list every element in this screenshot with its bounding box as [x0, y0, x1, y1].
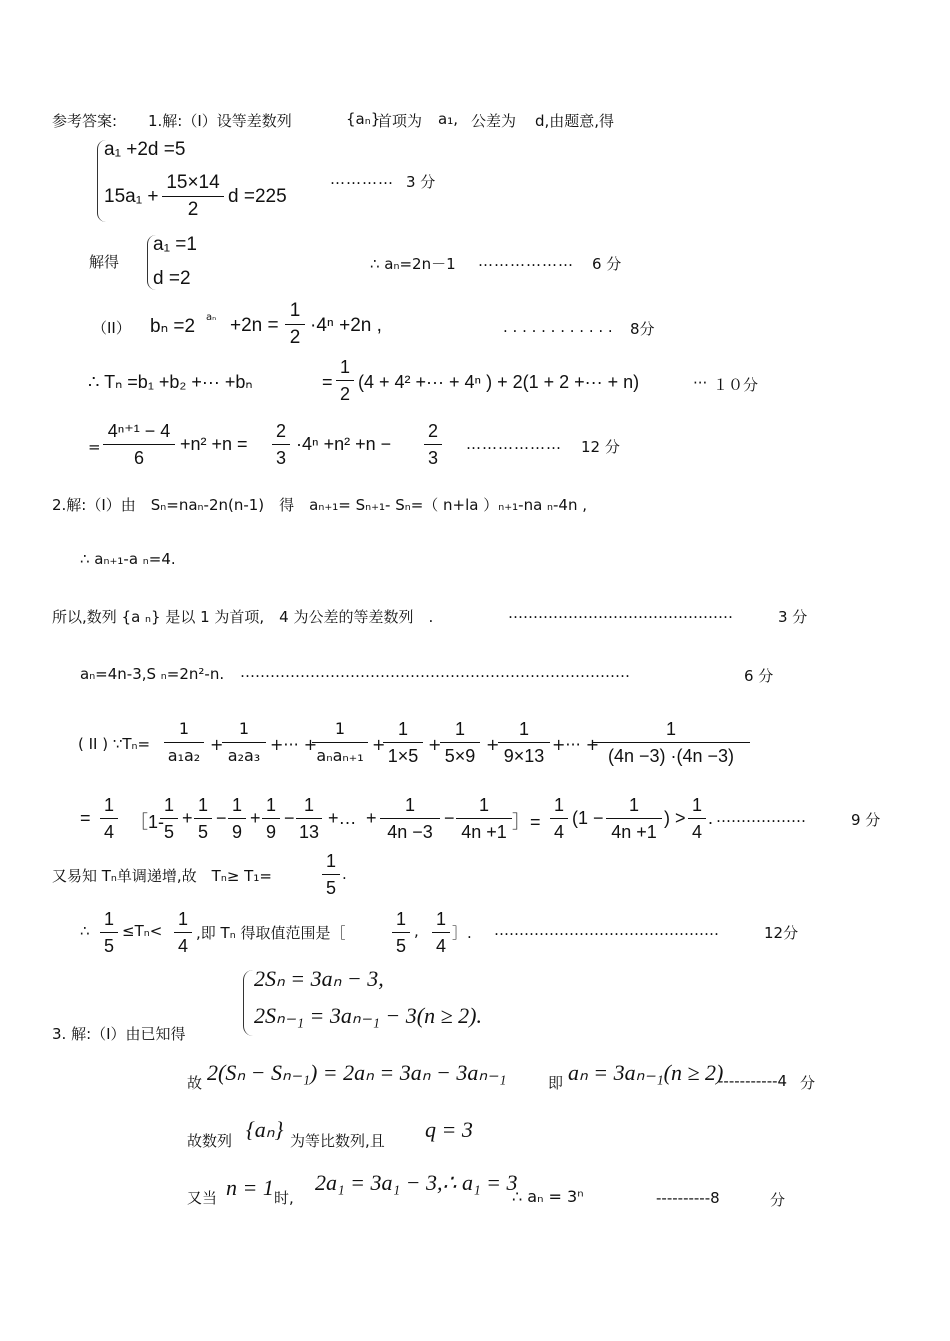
range-pre: ∴ — [80, 922, 90, 940]
fraction-numerator: 1 — [665, 719, 676, 739]
p2-score-dots-12: ……………………………………… — [494, 921, 719, 939]
p2-score-3: 3 分 — [778, 608, 808, 626]
score-dots-3: ………… — [330, 170, 394, 188]
p1-intro: 1.解:（Ⅰ）设等差数列 — [148, 112, 292, 130]
fraction-denominator: 4 — [553, 822, 564, 842]
fraction-denominator: 4 — [691, 822, 702, 842]
fraction-numerator: 1 — [325, 851, 336, 871]
fraction-numerator: 1 — [103, 909, 114, 929]
tn-eq: = — [322, 372, 333, 392]
tele-eq: = — [80, 808, 91, 828]
plus-sign: + — [210, 735, 224, 754]
bn-rest: +2n = — [230, 315, 279, 336]
gt-expr: (1 − — [572, 808, 604, 828]
p2-score-dots-9: ……………… — [716, 808, 806, 826]
score-dots-8: . . . . . . . . . . . . — [503, 318, 613, 336]
fraction-numerator: 1 — [404, 795, 415, 815]
fraction-numerator: 1 — [454, 719, 465, 739]
fraction-denominator: 6 — [133, 448, 144, 468]
bn-exponent: aₙ — [206, 312, 217, 323]
fraction-1-over-1x5 — [383, 718, 423, 767]
p1-seq: {aₙ} — [346, 110, 381, 128]
system-eq2-a: 15a₁ + — [104, 186, 159, 207]
fraction-denominator: 9×13 — [503, 746, 545, 766]
fraction-1-over-a1a2 — [164, 718, 204, 767]
fraction-numerator: 1 — [303, 795, 314, 815]
p1-d: d,由题意,得 — [535, 112, 615, 130]
fraction-numerator: 15×14 — [166, 172, 220, 193]
fraction-1-4c — [688, 794, 706, 843]
fraction-1-over-anan1 — [312, 718, 368, 767]
fraction-denominator: 5 — [395, 936, 406, 956]
fraction-1-5e — [392, 908, 410, 957]
fraction-1-4d — [174, 908, 192, 957]
p3-geo-seq: {aₙ} — [246, 1117, 284, 1142]
fraction-numerator: 2 — [275, 421, 286, 441]
fraction-numerator: 1 — [518, 719, 529, 739]
p3-sys1: 2Sₙ = 3aₙ − 3, — [254, 966, 384, 991]
p1-mid: 首项为 — [377, 112, 423, 130]
fraction-numerator: 1 — [177, 909, 188, 929]
fraction-numerator: 1 — [163, 795, 174, 815]
fraction-denominator: 1×5 — [387, 746, 419, 766]
fraction-denominator: 9 — [265, 822, 276, 842]
score-12: 12 分 — [581, 438, 620, 456]
p2-score-9: 9 分 — [851, 811, 881, 829]
fraction-4n1-minus-4-over-6 — [103, 420, 175, 469]
fraction-numerator: 1 — [435, 909, 446, 929]
fraction-denominator: 4 — [177, 936, 188, 956]
part-2-label: （II） — [92, 319, 131, 337]
p2-score-12: 12分 — [764, 924, 799, 942]
fraction-1-5c — [322, 850, 340, 899]
fraction-1-4e — [432, 908, 450, 957]
fraction-denominator: 5 — [197, 822, 208, 842]
score-8: 8分 — [630, 320, 655, 338]
p3-an: ∴ aₙ = 3ⁿ — [512, 1187, 584, 1206]
p3-label: 3. 解:（I）由已知得 — [52, 1025, 186, 1043]
fraction-denominator: (4n −3) ·(4n −3) — [607, 746, 735, 766]
p3-geo-q: q = 3 — [425, 1117, 473, 1142]
fraction-1-13 — [296, 794, 322, 843]
plus-ellipsis: +… — [328, 808, 357, 828]
fraction-denominator: 5 — [163, 822, 174, 842]
p3-when-pre: 又当 — [187, 1189, 218, 1207]
p3-when-eq: 2a₁ = 3a₁ − 3,∴ a₁ = 3 — [315, 1170, 518, 1195]
fraction-denominator: 3 — [427, 448, 438, 468]
fraction-two-thirds-2 — [424, 420, 442, 469]
le-tn: ≤Tₙ< — [122, 922, 163, 940]
plus-sign: + — [372, 735, 386, 754]
fraction-denominator: 9 — [231, 822, 242, 842]
fraction-numerator: 1 — [397, 719, 408, 739]
fraction-1-4n-3 — [380, 794, 440, 843]
monotone-line: 又易知 Tₙ单调递增,故 Tₙ≥ T₁= — [52, 867, 272, 885]
p1-a1: a₁, — [438, 110, 458, 128]
p3-geo-mid: 为等比数列,且 — [290, 1132, 385, 1150]
p3-dash-8: ----------8 — [656, 1189, 720, 1207]
fraction-1-9b — [262, 794, 280, 843]
fraction-numerator: 4ⁿ⁺¹ − 4 — [107, 421, 171, 441]
fraction-numerator: 1 — [231, 795, 242, 815]
fraction-numerator: 2 — [427, 421, 438, 441]
fraction-denominator: a₁a₂ — [167, 746, 201, 765]
p3-eq2: aₙ = 3aₙ₋₁(n ≥ 2) — [568, 1060, 724, 1085]
p3-gu: 故 — [187, 1074, 203, 1092]
plus-sign: + — [428, 735, 442, 754]
fraction-numerator: 1 — [334, 719, 346, 738]
p3-when-n: n = 1 — [226, 1175, 274, 1200]
fraction-15x14-over-2 — [162, 172, 224, 221]
fraction-numerator: 1 — [197, 795, 208, 815]
score-10: １０分 — [713, 376, 759, 394]
fraction-denominator: 2 — [339, 384, 350, 404]
fraction-denominator: 4n −3 — [387, 822, 433, 842]
p3-fen-8: 分 — [770, 1191, 786, 1209]
eq12-mid2: ·4ⁿ +n² +n − — [296, 434, 392, 454]
range-close: ］. — [452, 924, 472, 942]
p2-line4: aₙ=4n-3,S ₙ=2n²-n. — [80, 665, 225, 683]
plus-sign: + — [366, 808, 377, 828]
plus-dots: +··· + — [270, 735, 318, 754]
gt-close: ) > — [664, 808, 686, 828]
answer-label: 参考答案: — [52, 112, 118, 130]
p2-line3: 所以,数列 {a ₙ} 是以 1 为首项, 4 为公差的等差数列 . — [52, 608, 434, 626]
period-2: . — [342, 865, 347, 883]
plus-sign: + — [486, 735, 500, 754]
fraction-denominator: aₙaₙ₊₁ — [316, 746, 364, 765]
fraction-denominator: 4 — [435, 936, 446, 956]
fraction-numerator: 1 — [178, 719, 190, 738]
p2-score-dots-6: …………………………………………………………………… — [240, 663, 630, 681]
fraction-1-4 — [100, 794, 118, 843]
fraction-denominator: 4n +1 — [461, 822, 507, 842]
fraction-denominator: 2 — [187, 199, 199, 220]
fraction-1-5 — [160, 794, 178, 843]
fraction-numerator: 1 — [628, 795, 639, 815]
bn-expr: bₙ =2 — [150, 316, 196, 337]
p1-rest: 公差为 — [471, 112, 517, 130]
fraction-numerator: 1 — [289, 300, 301, 321]
fraction-denominator: 5 — [103, 936, 114, 956]
fraction-1-4n+1 — [456, 794, 512, 843]
fraction-denominator: 5 — [325, 878, 336, 898]
system-eq2-b: d =225 — [228, 186, 287, 207]
fraction-1-5d — [100, 908, 118, 957]
an-result: ∴ aₙ=2n－1 — [370, 255, 456, 273]
p3-dash-4: -----------4 — [718, 1072, 788, 1090]
period: . — [708, 808, 714, 828]
fraction-1-5b — [194, 794, 212, 843]
range-text: ,即 Tₙ 得取值范围是［ — [196, 924, 346, 942]
eq12-mid: +n² +n = — [180, 434, 248, 454]
minus-sign: − — [444, 808, 455, 828]
system-eq1: a₁ +2d =5 — [104, 139, 186, 160]
p2-part2: ( II ) ∵Tₙ= — [78, 735, 151, 753]
score-3: 3 分 — [406, 173, 436, 191]
p3-when-mid: 时, — [274, 1189, 294, 1207]
p3-geo-pre: 故数列 — [187, 1132, 233, 1150]
fraction-1-over-5x9 — [440, 718, 480, 767]
p3-eq1: 2(Sₙ − Sₙ₋₁) = 2aₙ = 3aₙ − 3aₙ₋₁ — [207, 1060, 507, 1085]
fraction-denominator: a₂a₃ — [227, 746, 261, 765]
p3-fen-4: 分 — [800, 1074, 816, 1092]
eq12-pre: = — [88, 438, 101, 456]
fraction-numerator: 1 — [238, 719, 250, 738]
p2-line2: ∴ aₙ₊₁-a ₙ=4. — [80, 550, 176, 568]
minus-sign: − — [216, 808, 227, 828]
score-6: 6 分 — [592, 255, 622, 273]
fraction-two-thirds — [272, 420, 290, 469]
bracket-open: ［1- — [130, 812, 165, 832]
score-dots-6: ……………… — [478, 252, 574, 270]
p3-system-brace — [243, 970, 253, 1036]
fraction-denominator: 2 — [289, 327, 301, 348]
fraction-numerator: 1 — [103, 795, 114, 815]
solution-d: d =2 — [153, 268, 191, 289]
fraction-numerator: 1 — [265, 795, 276, 815]
plus-sign: + — [182, 808, 193, 828]
plus-sign: + — [250, 808, 261, 828]
fraction-numerator: 1 — [553, 795, 564, 815]
fraction-1-4n+1b — [606, 794, 662, 843]
fraction-denominator: 3 — [275, 448, 286, 468]
p3-ji: 即 — [548, 1074, 564, 1092]
tn-rest: (4 + 4² +··· + 4ⁿ ) + 2(1 + 2 +··· + n) — [358, 372, 640, 392]
tn-sum: ∴ Tₙ =b₁ +b₂ +··· +bₙ — [88, 372, 253, 392]
fraction-1-over-a2a3 — [222, 718, 266, 767]
fraction-denominator: 13 — [298, 822, 320, 842]
fraction-numerator: 1 — [478, 795, 489, 815]
bn-tail: ·4ⁿ +2n , — [310, 315, 382, 336]
p3-sys2: 2Sₙ₋₁ = 3aₙ₋₁ − 3(n ≥ 2). — [254, 1003, 482, 1028]
solution-a1: a₁ =1 — [153, 234, 197, 255]
p2-line1: 2.解:（Ⅰ）由 Sₙ=naₙ-2n(n-1) 得 aₙ₊₁= Sₙ₊₁- Sₙ=（ n+la ）ₙ₊₁-na ₙ-4n , — [52, 496, 588, 514]
fraction-half-2 — [336, 356, 354, 405]
minus-sign: − — [284, 808, 295, 828]
p2-score-dots-3: ……………………………………… — [508, 604, 733, 622]
score-dots-10: ··· — [693, 374, 708, 392]
bracket-close: ］= — [512, 812, 541, 832]
p2-score-6: 6 分 — [744, 667, 774, 685]
fraction-1-4b — [550, 794, 568, 843]
range-comma: , — [414, 922, 419, 940]
fraction-half — [285, 300, 305, 349]
fraction-denominator: 4n +1 — [611, 822, 657, 842]
fraction-denominator: 5×9 — [444, 746, 476, 766]
fraction-1-over-4n3-4n3 — [592, 718, 750, 767]
fraction-numerator: 1 — [395, 909, 406, 929]
fraction-1-9 — [228, 794, 246, 843]
fraction-denominator: 4 — [103, 822, 114, 842]
fraction-numerator: 1 — [339, 357, 350, 377]
fraction-1-over-9x13 — [498, 718, 550, 767]
fraction-numerator: 1 — [691, 795, 702, 815]
plus-dots-2: +··· + — [552, 735, 600, 754]
score-dots-12: ……………… — [466, 435, 562, 453]
solve-label: 解得 — [89, 253, 120, 271]
